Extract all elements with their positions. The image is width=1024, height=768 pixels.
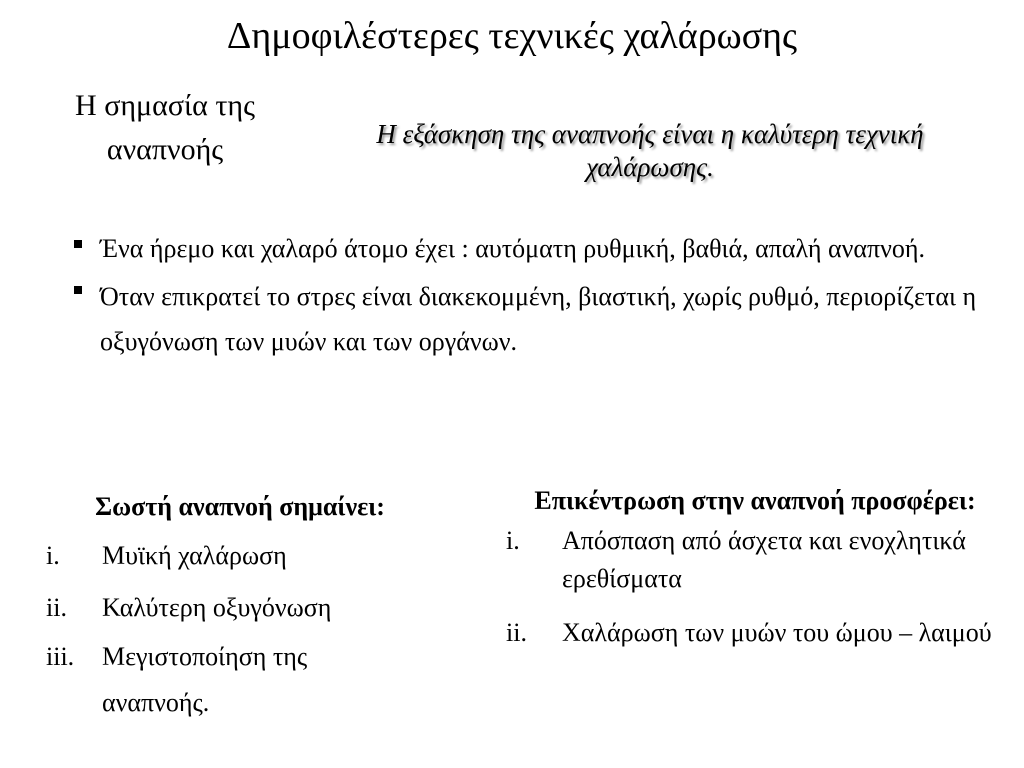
list-item bbox=[500, 614, 1010, 652]
bullet-item bbox=[70, 274, 990, 364]
square-bullet-icon bbox=[74, 286, 82, 294]
right-column bbox=[500, 480, 1010, 668]
slide-title: Δημοφιλέστερες τεχνικές χαλάρωσης bbox=[226, 15, 798, 57]
right-numbered-list bbox=[500, 522, 1010, 652]
list-item-text: Μεγιστοποίηση της αναπνοής. bbox=[102, 642, 308, 717]
list-item bbox=[40, 582, 460, 634]
left-column bbox=[40, 484, 460, 726]
list-number: ii. bbox=[506, 618, 527, 647]
list-number: iii. bbox=[46, 642, 75, 671]
list-item-text: Απόσπαση από άσχετα και ενοχλητικά ερεθίσματα bbox=[562, 526, 966, 593]
bullet-list bbox=[70, 228, 990, 364]
list-item-text: Χαλάρωση των μυών του ώμου – λαιμού bbox=[562, 618, 992, 647]
left-numbered-list bbox=[40, 530, 460, 726]
bullet-text: Όταν επικρατεί το στρες είναι διακεκομμένη, βιαστική, χωρίς ρυθμό, περιορίζεται η οξυγόνωση των μυών και των οργάνων. bbox=[100, 282, 977, 356]
left-column-heading: Σωστή αναπνοή σημαίνει: bbox=[95, 492, 385, 521]
subtitle-left: Η σημασία της αναπνοής bbox=[75, 89, 255, 166]
list-item bbox=[500, 522, 1010, 598]
right-column-heading: Επικέντρωση στην αναπνοή προσφέρει: bbox=[534, 486, 976, 515]
list-number: i. bbox=[46, 541, 60, 570]
list-number: i. bbox=[506, 526, 520, 555]
bullet-item bbox=[70, 228, 990, 270]
list-item bbox=[40, 634, 382, 726]
list-item-text: Καλύτερη οξυγόνωση bbox=[102, 593, 332, 622]
square-bullet-icon bbox=[74, 240, 82, 248]
list-item bbox=[40, 530, 460, 582]
subtitle-right: Η εξάσκηση της αναπνοής είναι η καλύτερη τεχνική χαλάρωσης. bbox=[376, 119, 924, 182]
list-item-text: Μυϊκή χαλάρωση bbox=[102, 541, 287, 570]
bullet-text: Ένα ήρεμο και χαλαρό άτομο έχει : αυτόματη ρυθμική, βαθιά, απαλή αναπνοή. bbox=[100, 234, 925, 263]
list-number: ii. bbox=[46, 593, 67, 622]
